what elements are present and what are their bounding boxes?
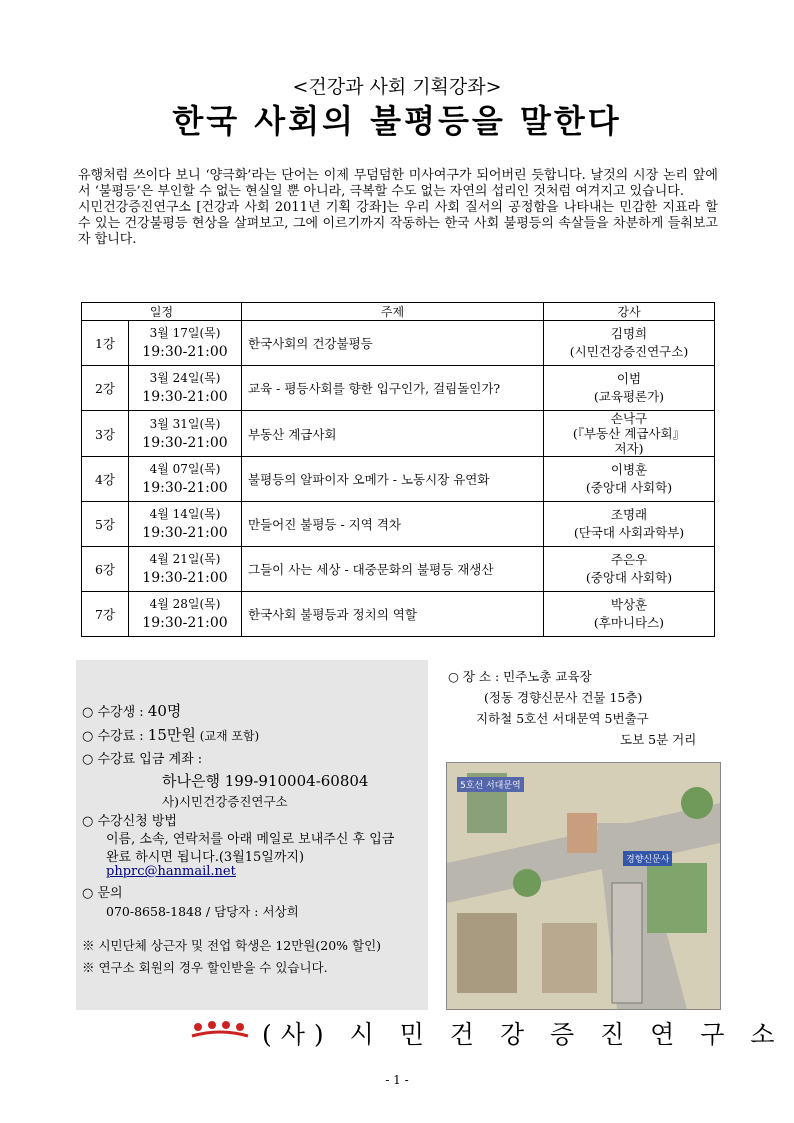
lecturer-name: 주은우 — [610, 552, 648, 567]
schedule-header-row — [82, 303, 715, 321]
contact-line: 070-8658-1848 / 담당자 : 서상희 — [106, 904, 299, 919]
lecture-topic: 불평등의 알파이자 오메가 - 노동시장 유연화 — [242, 457, 544, 502]
capacity-value: 40명 — [147, 702, 182, 720]
location-subway: 지하철 5호선 서대문역 5번출구 — [476, 711, 649, 726]
location-building: (정동 경향신문사 건물 15층) — [484, 690, 643, 705]
lecture-date — [129, 321, 242, 366]
lecture-topic: 한국사회의 건강불평등 — [242, 321, 544, 366]
lecture-topic: 교육 - 평등사회를 향한 입구인가, 걸림돌인가? — [242, 366, 544, 411]
lecture-topic: 만들어진 불평등 - 지역 격차 — [242, 502, 544, 547]
account-holder: 사)시민건강증진연구소 — [162, 794, 288, 809]
registration-info-box — [76, 660, 428, 1010]
apply-line-2: 완료 하시면 됩니다.(3월15일까지) — [106, 850, 305, 865]
lecture-number: 3강 — [82, 411, 129, 457]
lecture-number: 6강 — [82, 547, 129, 592]
table-row — [82, 502, 715, 547]
map-station-label: 5호선 서대문역 — [457, 777, 524, 792]
lecture-topic: 그들이 사는 세상 - 대중문화의 불평등 재생산 — [242, 547, 544, 592]
lecturer-affiliation-2: 저자) — [614, 441, 644, 456]
header-schedule: 일정 — [82, 303, 242, 321]
lecture-date — [129, 411, 242, 457]
time-text: 19:30-21:00 — [142, 344, 228, 360]
lecturer — [544, 592, 715, 637]
location-label: ○ 장 소 : 민주노총 교육장 — [448, 669, 592, 684]
page-number: - 1 - — [385, 1073, 409, 1087]
time-text: 19:30-21:00 — [142, 615, 228, 631]
intro-paragraph-1: 유행처럼 쓰이다 보니 ‘양극화’라는 단어는 이제 무덤덤한 미사여구가 되어버린 듯합니다. 날것의 시장 논리 앞에서 ‘불평등’은 부인할 수 없는 현실일 뿐 아니라, 극복할 수도 없는 자연의 섭리인 것처럼 여겨지고 있습니다. — [78, 168, 718, 199]
date-text: 4월 14일(목) — [149, 507, 221, 521]
capacity-label: ○ 수강생 : — [82, 705, 148, 720]
lecturer — [544, 366, 715, 411]
discount-note-2: ※ 연구소 회원의 경우 할인받을 수 있습니다. — [82, 960, 328, 975]
lecture-topic: 한국사회 불평등과 정치의 역할 — [242, 592, 544, 637]
lecturer-name: 조명래 — [610, 507, 648, 522]
apply-line-1: 이름, 소속, 연락처를 아래 메일로 보내주신 후 입금 — [106, 832, 395, 847]
map-building-label: 경향신문사 — [623, 851, 672, 866]
fee-label: ○ 수강료 : — [82, 729, 148, 744]
time-text: 19:30-21:00 — [142, 389, 228, 405]
time-text: 19:30-21:00 — [142, 434, 228, 451]
lecturer-affiliation: (중앙대 사회학) — [585, 480, 673, 495]
lecturer-name: 이범 — [616, 371, 642, 386]
lecturer-affiliation: (시민건강증진연구소) — [569, 344, 689, 359]
date-text: 4월 21일(목) — [149, 552, 221, 566]
fee-note: (교재 포함) — [195, 729, 260, 743]
table-row — [82, 321, 715, 366]
table-row — [82, 457, 715, 502]
capacity-line — [82, 700, 181, 721]
date-text: 3월 24일(목) — [149, 371, 221, 385]
lecturer-name: 이병훈 — [610, 462, 648, 477]
account-label: ○ 수강료 입금 계좌 : — [82, 752, 203, 767]
lecture-date — [129, 366, 242, 411]
lecture-number: 7강 — [82, 592, 129, 637]
lecturer-affiliation: (중앙대 사회학) — [585, 570, 673, 585]
lecture-number: 1강 — [82, 321, 129, 366]
lecture-number: 2강 — [82, 366, 129, 411]
header-topic: 주제 — [242, 303, 544, 321]
lecturer-name: 김명희 — [610, 326, 648, 341]
lecturer-affiliation: (후마니타스) — [593, 615, 665, 630]
table-row — [82, 411, 715, 457]
lecture-series-subtitle: <건강과 사회 기획강좌> — [292, 76, 502, 98]
discount-note-1: ※ 시민단체 상근자 및 전업 학생은 12만원(20% 할인) — [82, 938, 382, 953]
org-logo — [190, 1020, 250, 1048]
intro-text — [78, 168, 718, 248]
lecturer-name: 손낙구 — [610, 411, 648, 426]
date-text: 4월 07일(목) — [149, 462, 221, 476]
time-text: 19:30-21:00 — [142, 570, 228, 586]
lecturer-affiliation: (『부동산 계급사회』 — [572, 426, 686, 441]
apply-label: ○ 수강신청 방법 — [82, 814, 177, 829]
lecture-date — [129, 592, 242, 637]
org-logo-icon — [190, 1020, 250, 1044]
location-walk: 도보 5분 거리 — [620, 732, 697, 747]
intro-paragraph-2: 시민건강증진연구소 [건강과 사회 2011년 기획 강좌]는 우리 사회 질서의 공정함을 나타내는 민감한 지표라 할 수 있는 건강불평등 현상을 살펴보고, 그에 이르기까지 작동하는 한국 사회 불평등의 속살들을 차분하게 들춰보고자 합니다. — [78, 200, 718, 247]
lecture-date — [129, 502, 242, 547]
table-row — [82, 366, 715, 411]
lecture-number: 5강 — [82, 502, 129, 547]
table-row — [82, 547, 715, 592]
lecturer — [544, 547, 715, 592]
org-name: (사) 시 민 건 강 증 진 연 구 소 — [262, 1020, 784, 1049]
lecturer — [544, 321, 715, 366]
lecturer-affiliation: (교육평론가) — [593, 389, 665, 404]
lecture-date — [129, 457, 242, 502]
lecturer — [544, 502, 715, 547]
fee-value: 15만원 — [147, 726, 196, 744]
schedule-table — [81, 302, 715, 637]
lecturer-affiliation: (단국대 사회과학부) — [573, 525, 685, 540]
time-text: 19:30-21:00 — [142, 525, 228, 541]
time-text: 19:30-21:00 — [142, 480, 228, 496]
bank-account: 하나은행 199-910004-60804 — [162, 772, 369, 790]
date-text: 3월 17일(목) — [149, 326, 221, 340]
location-info — [448, 666, 728, 750]
lecture-topic: 부동산 계급사회 — [242, 411, 544, 457]
header-lecturer: 강사 — [544, 303, 715, 321]
date-text: 4월 28일(목) — [149, 597, 221, 611]
location-map — [446, 762, 721, 1010]
date-text: 3월 31일(목) — [149, 416, 221, 431]
map-illustration — [447, 763, 720, 1009]
fee-line — [82, 724, 259, 745]
lecture-number: 4강 — [82, 457, 129, 502]
lecturer — [544, 457, 715, 502]
lecturer-name: 박상훈 — [610, 597, 648, 612]
table-row — [82, 592, 715, 637]
page-title: 한국 사회의 불평등을 말한다 — [172, 102, 622, 140]
lecture-date — [129, 547, 242, 592]
contact-label: ○ 문의 — [82, 886, 123, 901]
lecturer — [544, 411, 715, 457]
email-link[interactable]: phprc@hanmail.net — [106, 864, 236, 879]
